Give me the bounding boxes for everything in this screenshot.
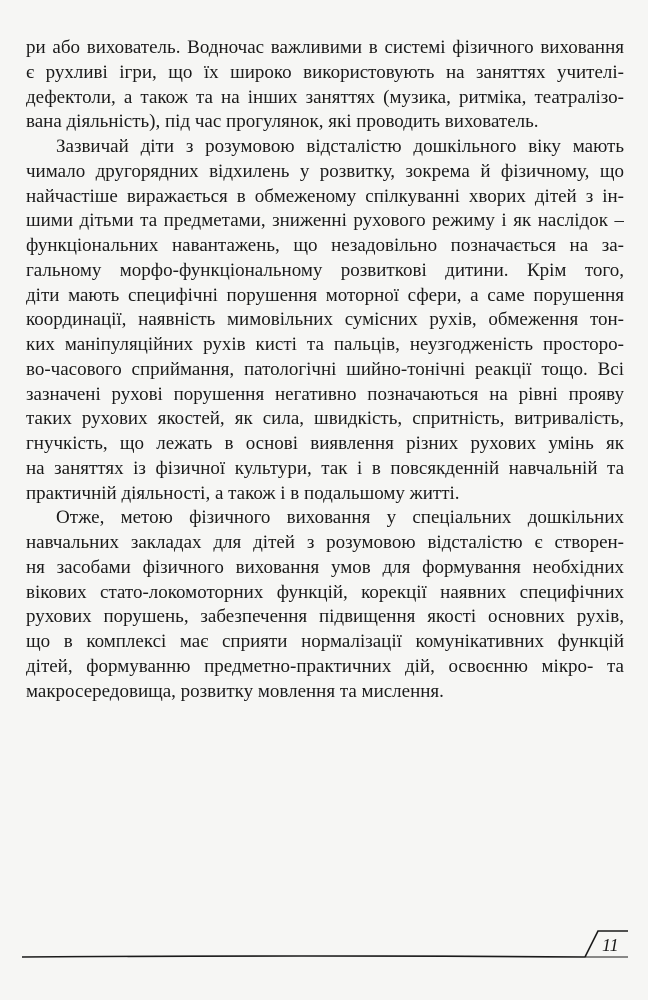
text-line: Зазвичай діти з розумовою відсталістю дошкільного віку мають xyxy=(56,136,624,157)
text-line: є рухливі ігри, що їх широко використовують на заняттях учителі- xyxy=(26,61,624,83)
text-line: діти мають специфічні порушення моторної сфери, а саме порушення xyxy=(26,284,624,306)
footer-line xyxy=(22,931,628,957)
text-line: гнучкість, що лежать в основі виявлення різних рухових умінь як xyxy=(26,433,624,454)
text-line: функціональних навантажень, що незадовільно позначається на за- xyxy=(26,235,624,256)
page-number: 11 xyxy=(602,935,619,955)
text-line: вана діяльність), під час прогулянок, які проводить вихователь. xyxy=(26,111,539,133)
text-line: зазначені рухові порушення негативно позначаються на рівні прояву xyxy=(26,383,624,405)
text-line: Отже, метою фізичного виховання у спеціальних дошкільних xyxy=(56,507,624,529)
text-line: рухових порушень, забезпечення підвищення якості основних рухів, xyxy=(26,606,624,628)
text-line: на заняттях із фізичної культури, так і в повсякденній навчальній та xyxy=(26,457,624,479)
text-line: гальному морфо-функціональному розвиткові дитини. Крім того, xyxy=(26,259,624,281)
text-line: дітей, формуванню предметно-практичних дій, освоєнню мікро- та xyxy=(26,655,624,677)
text-line: навчальних закладах для дітей з розумовою відсталістю є створен- xyxy=(26,532,624,553)
text-line: чимало другорядних відхилень у розвитку, зокрема й фізичному, що xyxy=(26,160,624,182)
text-line: во-часового сприймання, патологічні шийно-тонічні реакції тощо. Всі xyxy=(26,358,624,380)
text-line: ких маніпуляційних рухів кисті та пальців, неузгодженість просторо- xyxy=(26,334,624,355)
text-line: ня засобами фізичного виховання умов для формування необхідних xyxy=(26,556,624,578)
paragraph-3 xyxy=(26,506,624,704)
text-line: ри або вихователь. Водночас важливими в системі фізичного виховання xyxy=(26,37,624,58)
text-line: вікових стато-локомоторних функцій, корекції наявних специфічних xyxy=(26,581,624,603)
text-line: шими дітьми та предметами, зниженні рухового режиму і як наслідок – xyxy=(26,210,624,232)
text-line: таких рухових якостей, як сила, швидкість, спритність, витривалість, xyxy=(26,408,624,430)
text-line: координації, наявність мимовільних сумісних рухів, обмеження тон- xyxy=(26,309,624,331)
text-line: дефектоли, а також та на інших заняттях (музика, ритміка, театралізо- xyxy=(26,86,624,108)
text-line: що в комплексі має сприяти нормалізації комунікативних функцій xyxy=(26,631,624,652)
text-line: макросередовища, розвитку мовлення та мислення. xyxy=(26,680,444,702)
text-line: практичній діяльності, а також і в подальшому житті. xyxy=(26,482,460,504)
paragraph-1 xyxy=(26,36,624,135)
paragraph-2 xyxy=(26,135,624,506)
page-body xyxy=(26,36,624,704)
text-line: найчастіше виражається в обмеженому спілкуванні хворих дітей з ін- xyxy=(26,185,624,207)
